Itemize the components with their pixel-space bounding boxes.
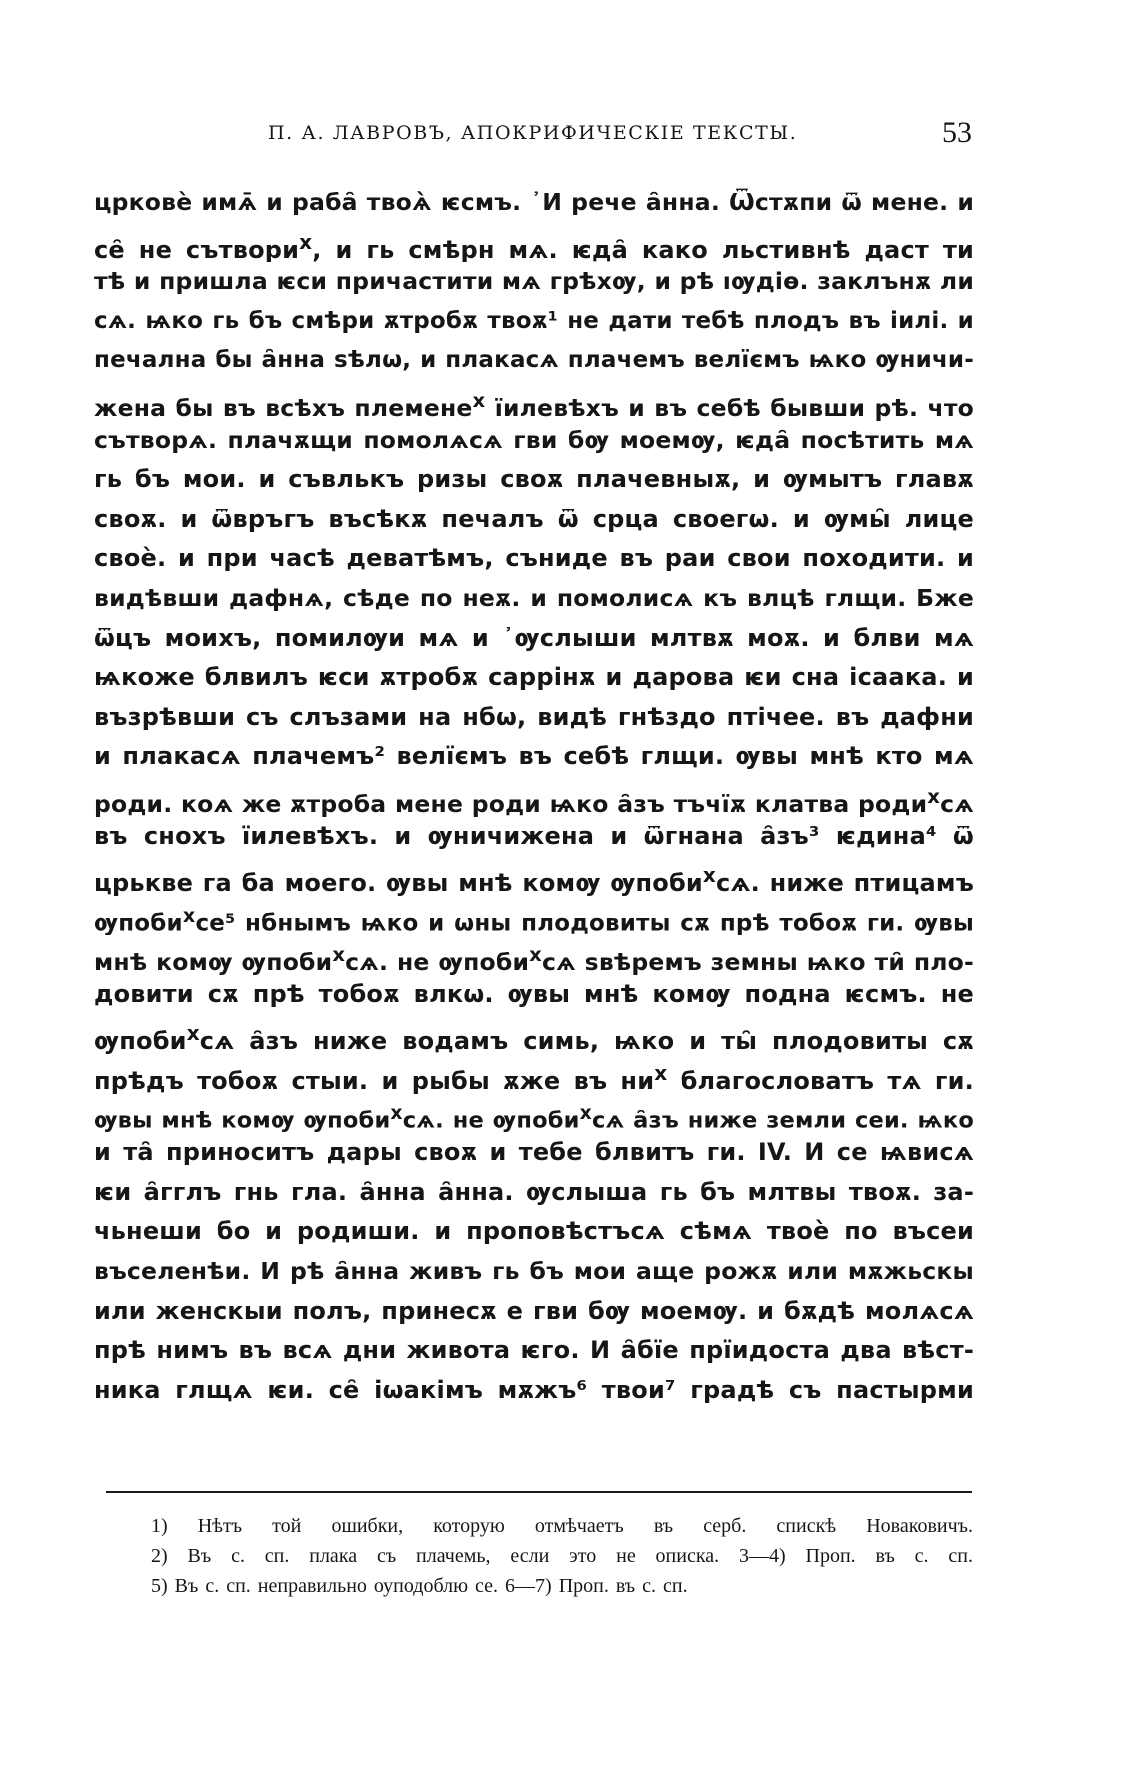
body-line: роди. коѧ же ѫтроба мене роди ѩко а̑зъ тъчїѫ клатва роди$^х$сѧ xyxy=(94,784,974,817)
body-line: печална бы а̑нна ѕѣлѡ, и плакасѧ плачемъ велїємъ ѩко ѹничи- xyxy=(94,347,974,374)
body-line: ника глщѧ ѥи. се̑ іѡакімъ мѫжъ⁶ твои⁷ градѣ съ пастырми xyxy=(94,1375,974,1404)
body-line: ѹвы мнѣ комѹ ѹпоби$^х$сѧ. не ѹпоби$^х$сѧ а̑зъ ниже земли сеи. ѩко xyxy=(94,1102,974,1134)
body-line: жена бы въ всѣхъ племене$^х$ їилевѣхъ и въ себѣ бывши рѣ. что xyxy=(94,388,974,421)
body-line: своѫ. и ѿвръгъ въсѣкѫ печалъ ѿ срца своегѡ. и ѹмы̑ лице xyxy=(94,504,974,533)
footnote: 1) Нѣтъ той ошибки, которую отмѣчаетъ въ серб. спискѣ Новаковичъ. xyxy=(151,1515,973,1537)
body-line: ѥи а̑гглъ гнь гла. а̑нна а̑нна. ѹслыша гь бъ млтвы твоѫ. за- xyxy=(94,1177,974,1206)
body-line: црковѐ имѧ̄ и раба̑ твоѧ̀ ѥсмъ. ᾽И рече а̑нна. Ѿстѫпи ѿ мене. и xyxy=(94,188,974,216)
body-line: сѧ. ѩко гь бъ смѣри ѫтробѫ твоѫ¹ не дати тебѣ плодъ въ іилі. и xyxy=(94,307,974,334)
body-line: чьнеши бо и родиши. и проповѣстъсѧ сѣмѧ твоѐ по въсеи xyxy=(94,1217,974,1246)
body-line: въселенѣи. И рѣ а̑нна живъ гь бъ мои аще рожѫ или мѫжьскы xyxy=(94,1257,974,1286)
footnotes xyxy=(151,1511,973,1601)
body-line: своѐ. и при часѣ деватѣмъ, съниде въ раи свои походити. и xyxy=(94,544,974,573)
footnote: 2) Въ с. сп. плака съ плачемь, если это не описка. 3—4) Проп. въ с. сп. xyxy=(151,1545,973,1567)
body-line: прѣ нимъ въ всѧ дни живота ѥго. И а̑бїе прїидоста два вѣст- xyxy=(94,1336,974,1365)
page-number: 53 xyxy=(942,116,972,149)
body-line: ѩкоже блвилъ ѥси ѫтробѫ саррінѫ и дарова ѥи сна ісаака. и xyxy=(94,663,974,692)
running-head xyxy=(238,118,972,154)
footnote-rule xyxy=(106,1491,972,1493)
body-line: прѣдъ тобоѫ стыи. и рыбы ѫже въ $ни^х$ благословатъ тѧ ги. xyxy=(94,1061,974,1094)
body-text xyxy=(94,183,974,1410)
running-title: П. А. ЛАВРОВЪ, АПОКРИФИЧЕСКІЕ ТЕКСТЫ. xyxy=(268,122,798,144)
body-line: ѿцъ моихъ, помилѹи мѧ и ᾽ѹслыши млтвѫ моѫ. и блви мѧ xyxy=(94,623,974,652)
body-line: въ снохъ їилевѣхъ. и ѹничижена и ѿгнана а̑зъ³ ѥдина⁴ ѿ xyxy=(94,821,974,850)
body-line: довити сѫ прѣ тобоѫ влкѡ. ѹвы мнѣ комѹ подна ѥсмъ. не xyxy=(94,979,974,1008)
body-line: или женскыи полъ, принесѫ е гви бѹ моемѹ. и бѫдѣ молѧсѧ xyxy=(94,1296,974,1325)
body-line: сътворѧ. плачѫщи помолѧсѧ гви бѹ моемѹ, ѥда̑ посѣтить мѧ xyxy=(94,425,974,454)
footnote: 5) Въ с. сп. неправильно оуподоблю се. 6—7) Проп. въ с. сп. xyxy=(151,1575,688,1597)
body-line: и плакасѧ плачемъ² велїємъ въ себѣ глщи. ѹвы мнѣ кто мѧ xyxy=(94,742,974,771)
body-line: възрѣвши съ слъзами на нбѡ, видѣ гнѣздо птічее. въ дафни xyxy=(94,702,974,731)
body-line: мнѣ комѹ ѹпоби$^х$сѧ. не ѹпоби$^х$сѧ ѕвѣремъ земны ѩко ти̑ пло- xyxy=(94,943,974,975)
body-line: и та̑ приноситъ дары своѫ и тебе блвитъ ги. IV. И се ѩвисѧ xyxy=(94,1138,974,1167)
body-line: се̑ не сътвори$^х$, и гь смѣрн мѧ. ѥда̑ како льстивнѣ даст ти xyxy=(94,229,974,263)
body-line: ѹпоби$^х$се⁵ нбнымъ ѩко и ѡны плодовиты сѫ прѣ тобоѫ ги. ѹвы xyxy=(94,903,974,936)
body-line: тѣ и пришла ѥси причастити мѧ грѣхѹ, и рѣ ıѹдіѳ. заклънѫ ли xyxy=(94,267,974,296)
body-line: црькве га ба моего. ѹвы мнѣ комѹ ѹпоби$^х$сѧ. ниже птицамъ xyxy=(94,863,974,896)
body-line: видѣвши дафнѧ, сѣде по неѫ. и помолисѧ къ влцѣ глщи. Бже xyxy=(94,583,974,612)
body-line: гь бъ мои. и съвлькъ ризы своѫ плачевныѫ, и ѹмытъ главѫ xyxy=(94,465,974,494)
body-line: ѹпоби$^х$сѧ а̑зъ ниже водамъ симь, ѩко и ты̑ плодовиты сѫ xyxy=(94,1021,974,1055)
